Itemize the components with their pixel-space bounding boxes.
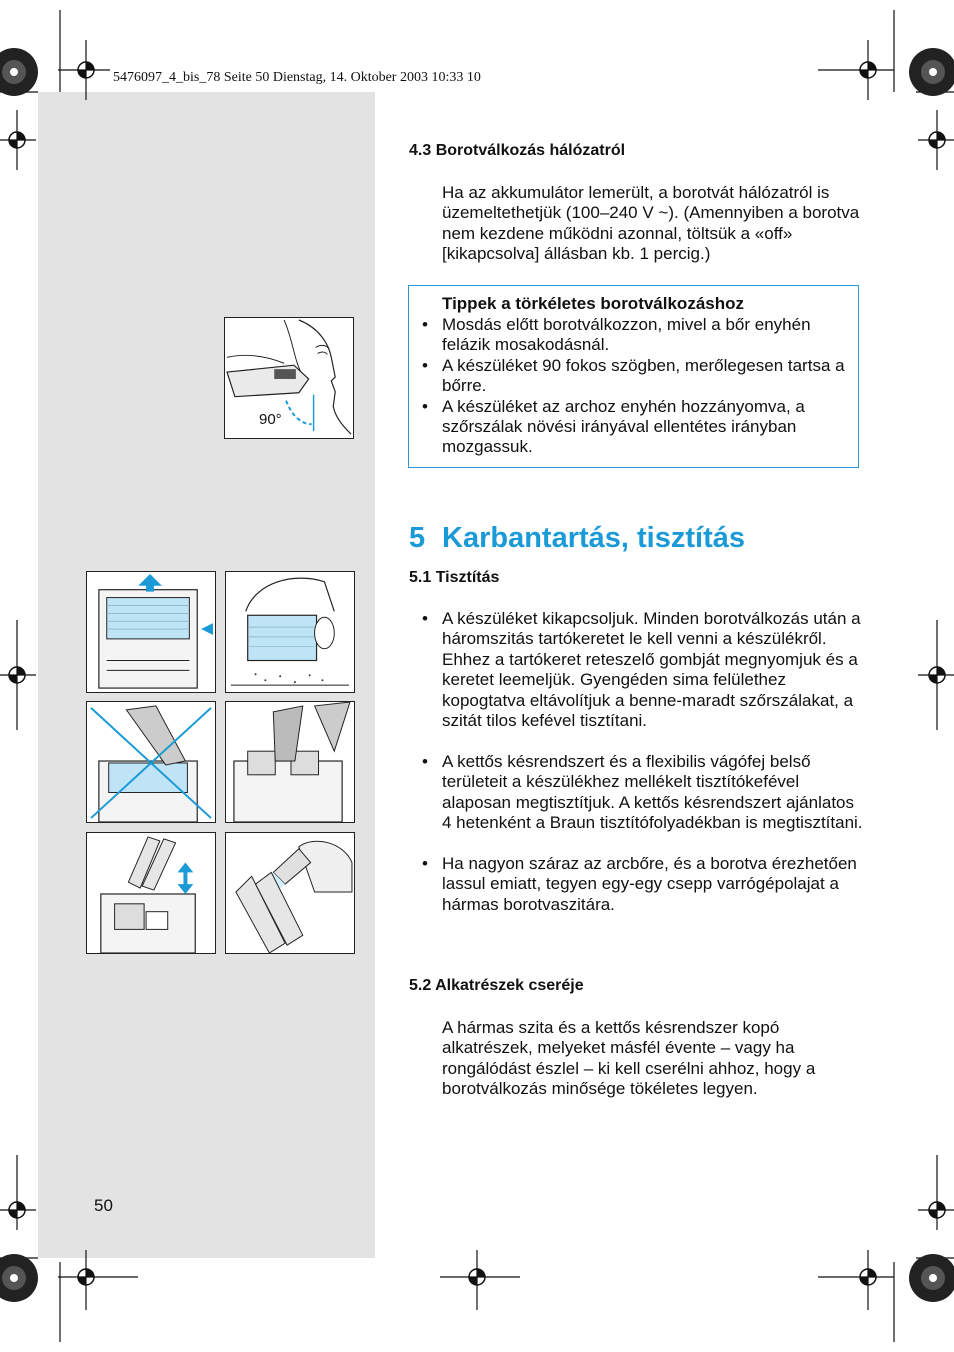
list-item: • Mosdás előtt borotválkozzon, mivel a bőr enyhén felázik mosakodásnál. [418,315,854,356]
print-header: 5476097_4_bis_78 Seite 50 Dienstag, 14. Oktober 2003 10:33 10 [113,70,481,85]
section-5-2-body: A hármas szita és a kettős késrendszer kopó alkatrészek, melyeket másfél évente – vagy ha rongálódást észlel – ki kell cserélni ahhoz, hogy a borotválkozás minősége tökéletes legyen. [442,1018,816,1099]
chapter-heading [409,522,745,555]
section-5-1-heading: 5.1 Tisztítás [409,569,500,586]
section-4-3-heading: 4.3 Borotválkozás hálózatról [409,142,626,159]
oil-drop-figure [225,832,355,954]
list-item: • A kettős késrendszert és a flexibilis vágófej belső területeit a készülékhez mellékelt tisztítókefével alaposan megtisztítjuk. A kettős késrendszert ajánlatos 4 hetenként a Braun tisztítófolyadékban is megtisztítani. [418,752,864,834]
section-5-2-heading: 5.2 Alkatrészek cseréje [409,977,584,994]
section-4-3-body: Ha az akkumulátor lemerült, a borotvát hálózatról is üzemeltethetjük (100–240 V ~). (Amennyiben a borotva nem kezdene működni azonnal, töltsük a «off» [kikapcsolva] állásban kb. 1 percig.) [442,183,860,264]
brush-cutter-figure [225,701,355,823]
tap-out-figure [225,571,355,693]
tips-title: Tippek a törkéletes borotválkozáshoz [442,294,744,313]
chapter-title: Karbantartás, tisztítás [442,522,745,554]
no-brush-figure [86,701,216,823]
list-item: • A készüléket az archoz enyhén hozzányomva, a szőrszálak növési irányával ellentétes irányban mozgassuk. [418,397,854,458]
list-item: • Ha nagyon száraz az arcbőre, és a borotva érezhetően lassul emiatt, tegyen egy-egy csepp varrógépolajat a hármas borotvaszitára. [418,854,864,915]
list-item: • A készüléket 90 fokos szögben, merőlegesen tartsa a bőrre. [418,356,854,397]
page-number: 50 [94,1196,113,1215]
tips-list [418,315,854,458]
angle-label: 90° [259,411,282,428]
remove-foil-figure [86,571,216,693]
cleaning-list [418,609,864,915]
shaving-angle-figure [224,317,354,439]
chapter-number: 5 [409,522,426,554]
list-item: • A készüléket kikapcsoljuk. Minden borotválkozás után a háromszitás tartókeretet le kell venni a készülékről. Ehhez a tartókeret reteszelő gombját megnyomjuk és a keretet leemeljük. Gyengéden sima felülethez kopogtatva eltávolítjuk a benne-maradt szőrszálakat, a szitát tilos kefével tisztítani. [418,609,864,731]
cutter-block-figure [86,832,216,954]
